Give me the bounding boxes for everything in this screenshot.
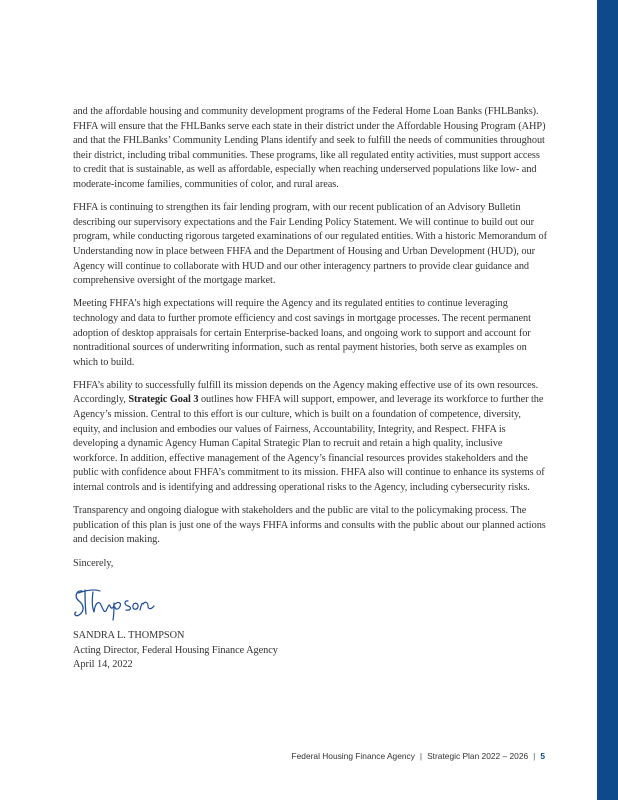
paragraph-4-text-b: outlines how FHFA will support, empower, and leverage its workforce to further the Agency’s mission. Central to this effort is our culture, which is built on a foundation of competence, diversity, equity, and inclusion and embodies our values of Fairness, Accountability, Integrity, and Respect. FHFA is developing a dynamic Agency Human Capital Strategic Plan to recruit and retain a high quality, inclusive workforce. In addition, effective management of the Agency’s financial resources provides stakeholders and the public with confidence about FHFA’s commitment to its mission. FHFA also will continue to enhance its systems of internal controls and is identifying and addressing operational risks to the Agency, including cybersecurity risks. — [73, 394, 545, 494]
paragraph-2: FHFA is continuing to strengthen its fair lending program, with our recent publication of an Advisory Bulletin describing our supervisory expectations and the Fair Lending Policy Statement. We will continue to build out our program, while conducting rigorous targeted examinations of our regulated entities. With a historic Memorandum of Understanding now in place between FHFA and the Department of Housing and Urban Development (HUD), our Agency will continue to collaborate with HUD and our other interagency partners to provide clear guidance and comprehensive oversight of the mortgage market. — [73, 202, 547, 287]
paragraph-4-text-a: FHFA’s ability to successfully fulfill its mission depends on the Agency making effective use of its own resources. Accordingly, — [73, 379, 539, 406]
signer-title: Acting Director, Federal Housing Finance Agency — [73, 644, 278, 656]
page-number: 5 — [540, 751, 545, 761]
footer-separator-2: | — [533, 751, 536, 761]
footer-plan-title: Strategic Plan 2022 – 2026 — [427, 751, 529, 761]
signer-date: April 14, 2022 — [73, 659, 133, 670]
side-accent-bar — [597, 0, 618, 800]
handwritten-signature — [73, 581, 165, 621]
paragraph-1: and the affordable housing and community development programs of the Federal Home Loan Banks (FHLBanks). FHFA will ensure that the FHLBanks serve each state in their district under the Affordable Housing Program (AHP) and that the FHLBanks’ Community Lending Plans identify and seek to fulfill the needs of communities throughout their district, including tribal communities. These programs, like all regulated entity activities, must support access to credit that is sustainable, as well as affordable, especially when reaching underserved populations like low- and moderate-income families, communities of color, and rural areas. — [73, 106, 546, 190]
footer-agency: Federal Housing Finance Agency — [291, 751, 415, 761]
letter-body — [73, 105, 547, 672]
paragraph-4 — [73, 379, 547, 496]
closing-salutation: Sincerely, — [73, 557, 114, 569]
signer-block — [73, 629, 547, 672]
footer-separator: | — [419, 751, 423, 761]
strategic-goal-3-emphasis: Strategic Goal 3 — [128, 394, 199, 406]
signer-name: SANDRA L. THOMPSON — [73, 630, 185, 642]
page-footer — [292, 751, 545, 761]
paragraph-3: Meeting FHFA’s high expectations will require the Agency and its regulated entities to continue leveraging technology and data to further promote efficiency and cost savings in mortgage processes. The recent permanent adoption of desktop appraisals for certain Enterprise-backed loans, and ongoing work to support and account for nontraditional sources of underwriting information, such as rental payment histories, both serve as examples on which to build. — [73, 298, 531, 368]
paragraph-5: Transparency and ongoing dialogue with stakeholders and the public are vital to the policymaking process. The publication of this plan is just one of the ways FHFA informs and consults with the public about our planned actions and decision making. — [73, 505, 546, 546]
